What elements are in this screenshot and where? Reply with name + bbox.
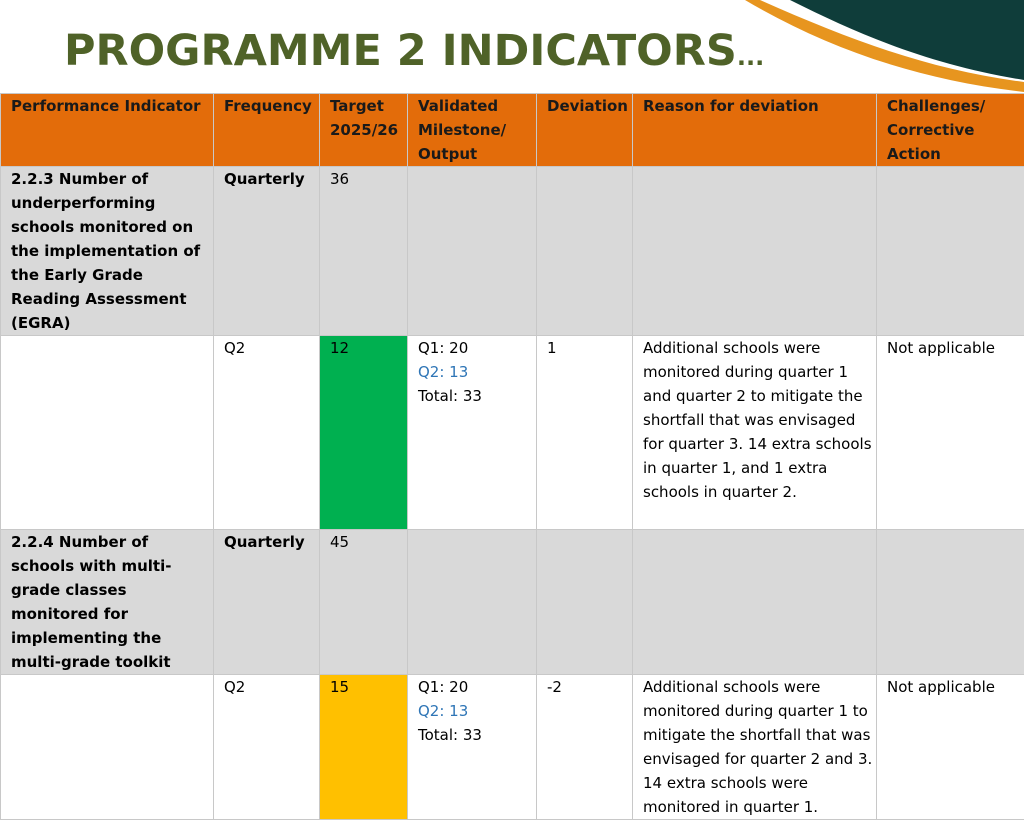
table-row-q2-result-2-2-3 [1, 336, 1024, 530]
cell-frequency: Quarterly [214, 530, 320, 675]
milestone-q1: Q1: 20 [418, 336, 534, 360]
header-reason-for-deviation: Reason for deviation [633, 94, 877, 167]
cell-milestone [408, 167, 537, 336]
header-deviation: Deviation [537, 94, 633, 167]
cell-frequency: Quarterly [214, 167, 320, 336]
milestone-total: Total: 33 [418, 723, 534, 747]
cell-challenges: Not applicable [877, 675, 1024, 820]
cell-deviation [537, 167, 633, 336]
cell-target-status-yellow: 15 [320, 675, 408, 820]
cell-reason: Additional schools were monitored during quarter 1 and quarter 2 to mitigate the shortfall that was envisaged for quarter 3. 14 extra schools in quarter 1, and 1 extra schools in quarter 2. [633, 336, 877, 530]
cell-indicator [1, 675, 214, 820]
cell-challenges [877, 530, 1024, 675]
indicators-table [0, 93, 1024, 820]
cell-challenges: Not applicable [877, 336, 1024, 530]
cell-deviation: -2 [537, 675, 633, 820]
cell-frequency: Q2 [214, 336, 320, 530]
cell-indicator: 2.2.3 Number of underperforming schools monitored on the implementation of the Early Grade Reading Assessment (EGRA) [1, 167, 214, 336]
cell-indicator: 2.2.4 Number of schools with multi-grade classes monitored for implementing the multi-grade toolkit [1, 530, 214, 675]
milestone-q2: Q2: 13 [418, 699, 534, 723]
cell-frequency: Q2 [214, 675, 320, 820]
title-ellipsis: ... [737, 43, 764, 71]
milestone-total: Total: 33 [418, 384, 534, 408]
cell-milestone [408, 530, 537, 675]
cell-target-status-green: 12 [320, 336, 408, 530]
cell-challenges [877, 167, 1024, 336]
header-target: Target 2025/26 [320, 94, 408, 167]
milestone-q1: Q1: 20 [418, 675, 534, 699]
table-row-indicator-2-2-4 [1, 530, 1024, 675]
cell-reason [633, 167, 877, 336]
cell-reason [633, 530, 877, 675]
cell-indicator [1, 336, 214, 530]
header-validated-milestone: Validated Milestone/ Output [408, 94, 537, 167]
cell-target: 36 [320, 167, 408, 336]
table-header-row [1, 94, 1024, 167]
table-row-q2-result-2-2-4 [1, 675, 1024, 820]
cell-target: 45 [320, 530, 408, 675]
header-performance-indicator: Performance Indicator [1, 94, 214, 167]
header-challenges: Challenges/ Corrective Action [877, 94, 1024, 167]
milestone-q2: Q2: 13 [418, 360, 534, 384]
cell-reason: Additional schools were monitored during quarter 1 to mitigate the shortfall that was envisaged for quarter 2 and 3. 14 extra schools were monitored in quarter 1. [633, 675, 877, 820]
cell-milestone [408, 675, 537, 820]
header-frequency: Frequency [214, 94, 320, 167]
table-row-indicator-2-2-3 [1, 167, 1024, 336]
cell-deviation [537, 530, 633, 675]
page-title: PROGRAMME 2 INDICATORS... [64, 26, 764, 76]
cell-milestone [408, 336, 537, 530]
cell-deviation: 1 [537, 336, 633, 530]
